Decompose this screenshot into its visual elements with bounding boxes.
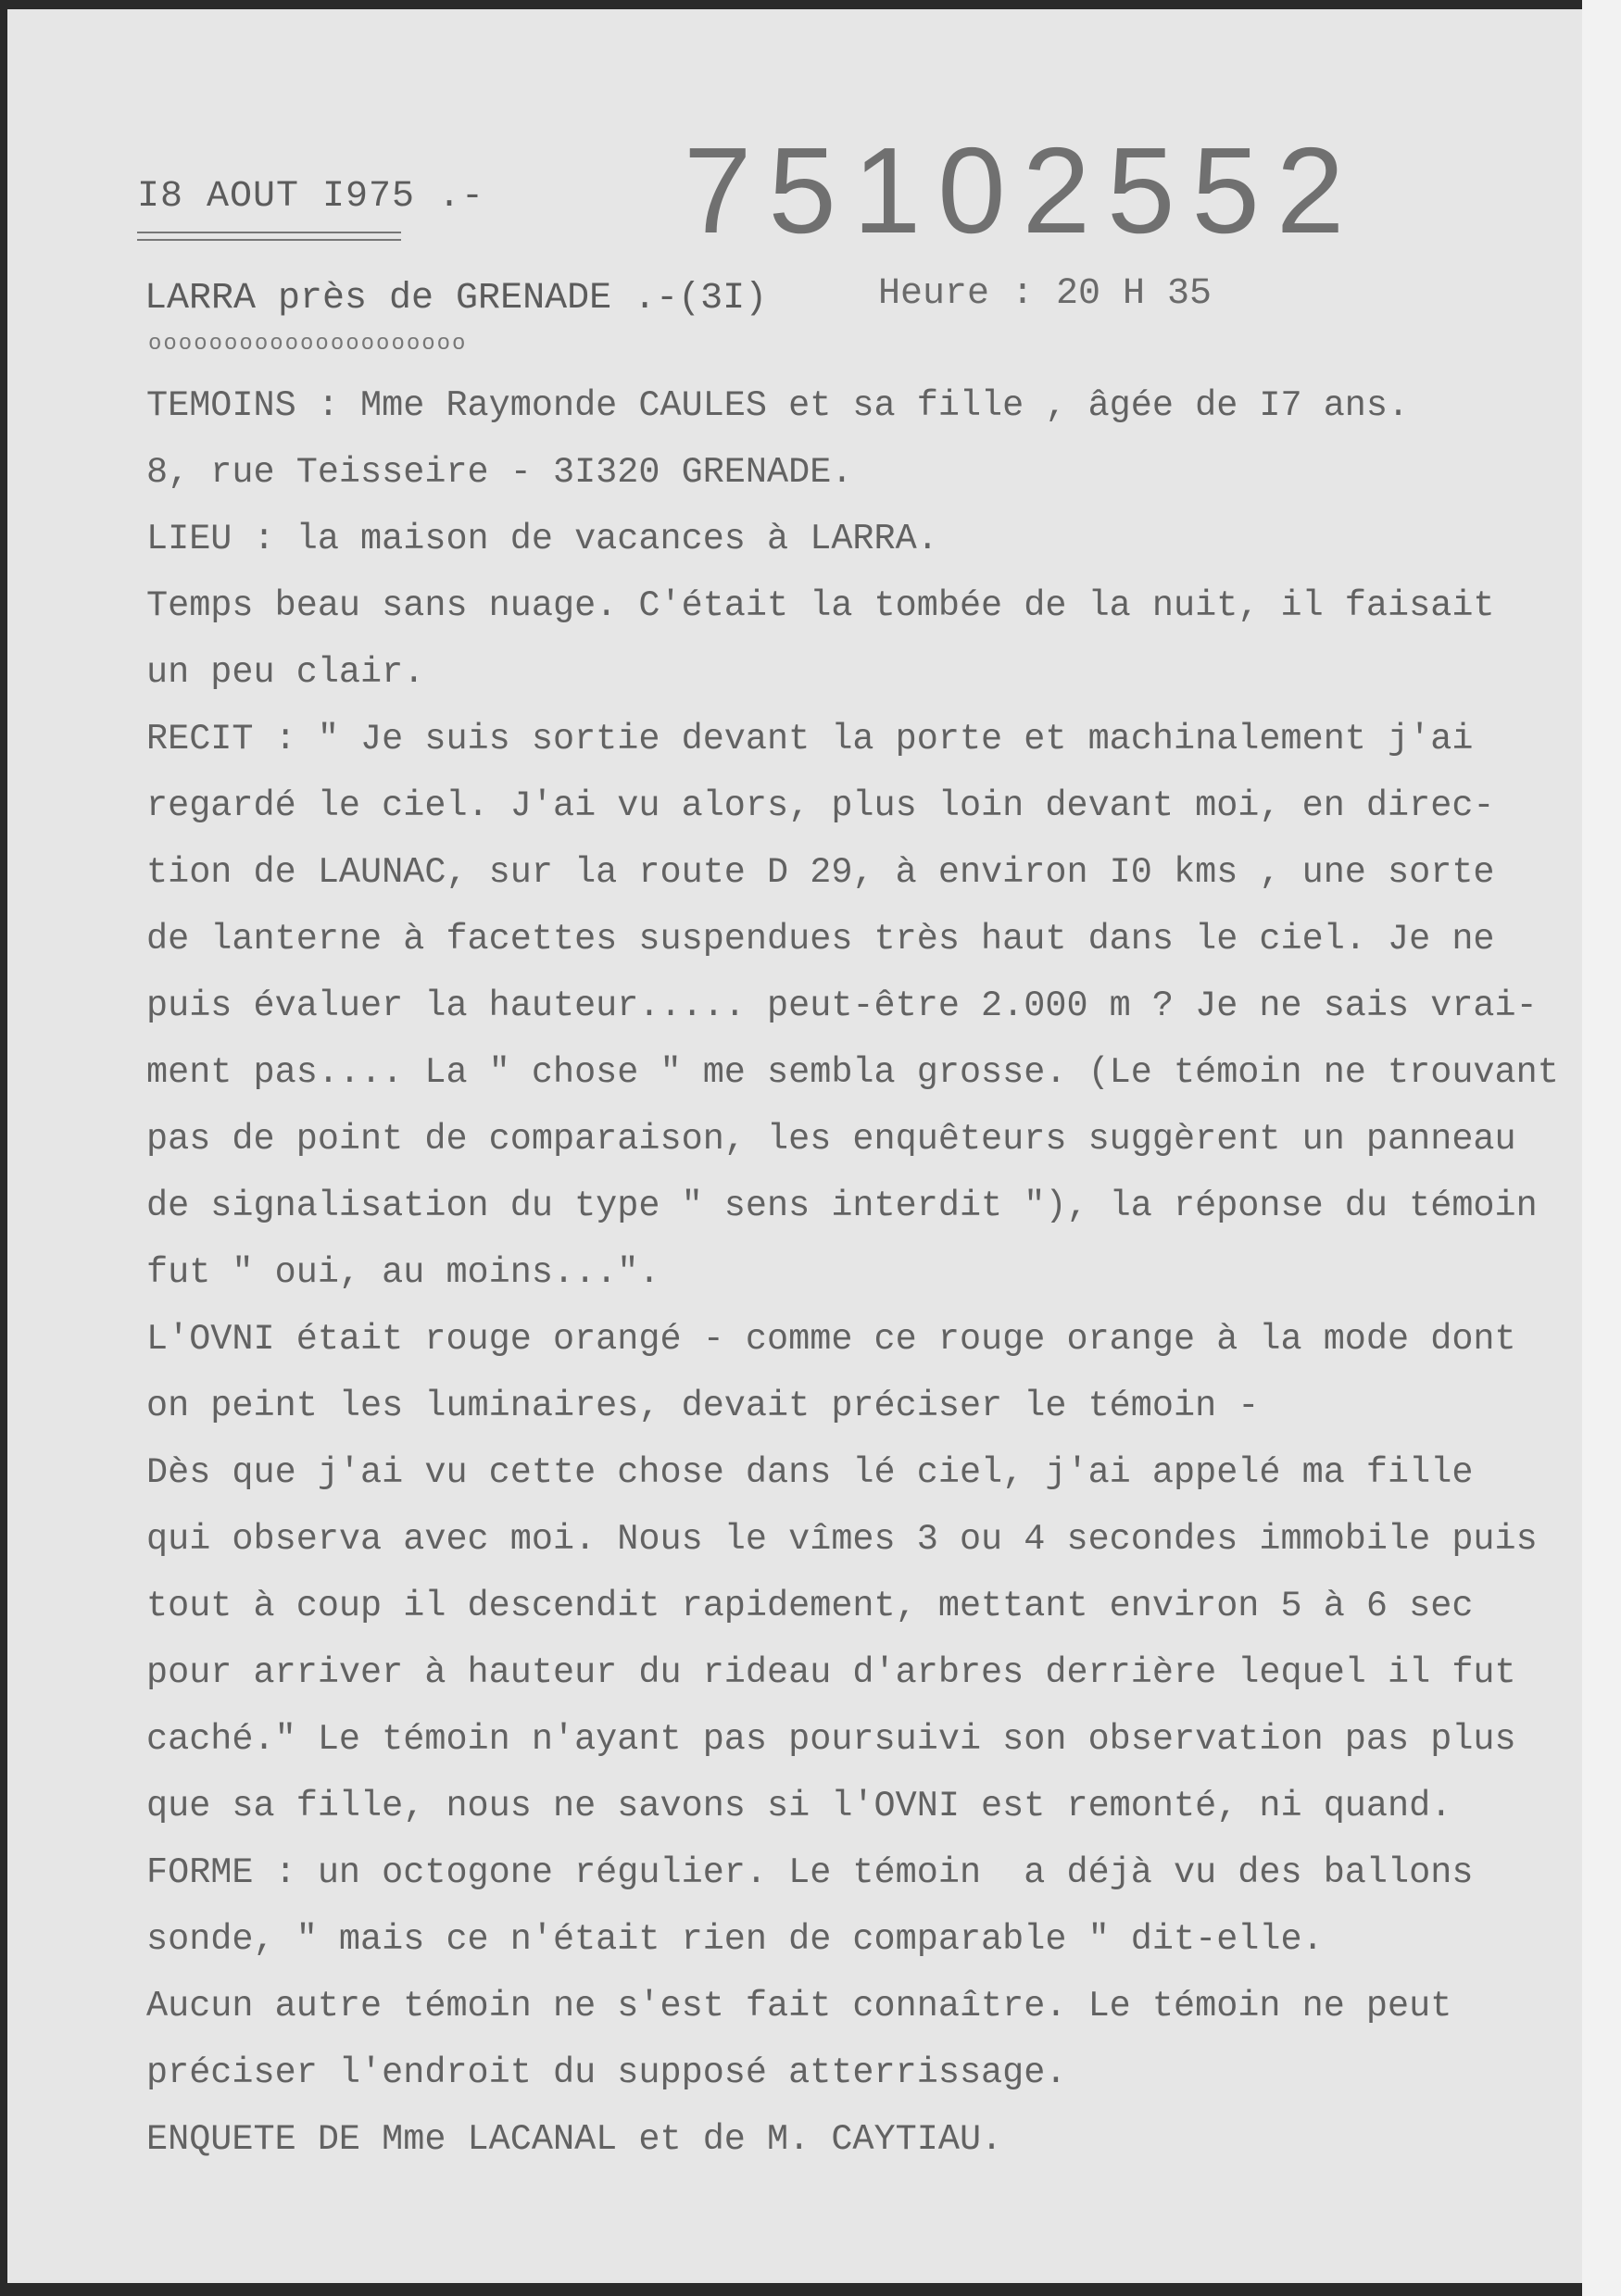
text-line: préciser l'endroit du supposé atterrissage. (146, 2052, 1067, 2093)
text-line: tion de LAUNAC, sur la route D 29, à environ I0 kms , une sorte (146, 852, 1495, 893)
document-page (7, 9, 1582, 2283)
text-line: caché." Le témoin n'ayant pas poursuivi son observation pas plus (146, 1719, 1516, 1760)
text-line: Temps beau sans nuage. C'était la tombée de la nuit, il faisait (146, 585, 1495, 626)
time-of-event: Heure : 20 H 35 (878, 273, 1213, 315)
text-line: Aucun autre témoin ne s'est fait connaître. Le témoin ne peut (146, 1986, 1452, 2026)
report-body (146, 372, 1591, 2173)
text-line: ment pas.... La " chose " me sembla grosse. (Le témoin ne trouvant (146, 1052, 1559, 1093)
text-line: un peu clair. (146, 652, 425, 693)
text-line: de lanterne à facettes suspendues très haut dans le ciel. Je ne (146, 919, 1495, 960)
text-line: TEMOINS : Mme Raymonde CAULES et sa fille , âgée de I7 ans. (146, 385, 1410, 426)
text-line: on peint les luminaires, devait préciser le témoin - (146, 1386, 1260, 1426)
location-underline: ooooooooooooooooooooo (148, 332, 468, 357)
scan-edge (1582, 0, 1621, 2296)
text-line: puis évaluer la hauteur..... peut-être 2.000 m ? Je ne sais vrai- (146, 985, 1538, 1026)
location-heading: LARRA près de GRENADE .-(3I) (145, 278, 768, 320)
text-line: LIEU : la maison de vacances à LARRA. (146, 519, 938, 559)
case-number-stamp: 75102552 (684, 122, 1362, 258)
text-line: regardé le ciel. J'ai vu alors, plus loin devant moi, en direc- (146, 785, 1495, 826)
text-line: tout à coup il descendit rapidement, mettant environ 5 à 6 sec (146, 1586, 1474, 1626)
text-line: FORME : un octogone régulier. Le témoin a déjà vu des ballons (146, 1852, 1474, 1893)
text-line: RECIT : " Je suis sortie devant la porte et machinalement j'ai (146, 719, 1474, 759)
text-line: pas de point de comparaison, les enquêteurs suggèrent un panneau (146, 1119, 1516, 1160)
text-line: L'OVNI était rouge orangé - comme ce rouge orange à la mode dont (146, 1319, 1516, 1360)
text-line: que sa fille, nous ne savons si l'OVNI est remonté, ni quand. (146, 1786, 1452, 1826)
text-line: qui observa avec moi. Nous le vîmes 3 ou 4 secondes immobile puis (146, 1519, 1538, 1560)
text-line: pour arriver à hauteur du rideau d'arbres derrière lequel il fut (146, 1652, 1516, 1693)
text-line: Dès que j'ai vu cette chose dans lé ciel, j'ai appelé ma fille (146, 1452, 1474, 1493)
text-line: fut " oui, au moins...". (146, 1252, 660, 1293)
date-double-underline (137, 232, 401, 241)
text-line: de signalisation du type " sens interdit "), la réponse du témoin (146, 1186, 1538, 1226)
report-date: I8 AOUT I975 .- (137, 176, 485, 218)
text-line: 8, rue Teisseire - 3I320 GRENADE. (146, 452, 853, 493)
text-line: ENQUETE DE Mme LACANAL et de M. CAYTIAU. (146, 2119, 1003, 2160)
text-line: sonde, " mais ce n'était rien de comparable " dit-elle. (146, 1919, 1324, 1960)
